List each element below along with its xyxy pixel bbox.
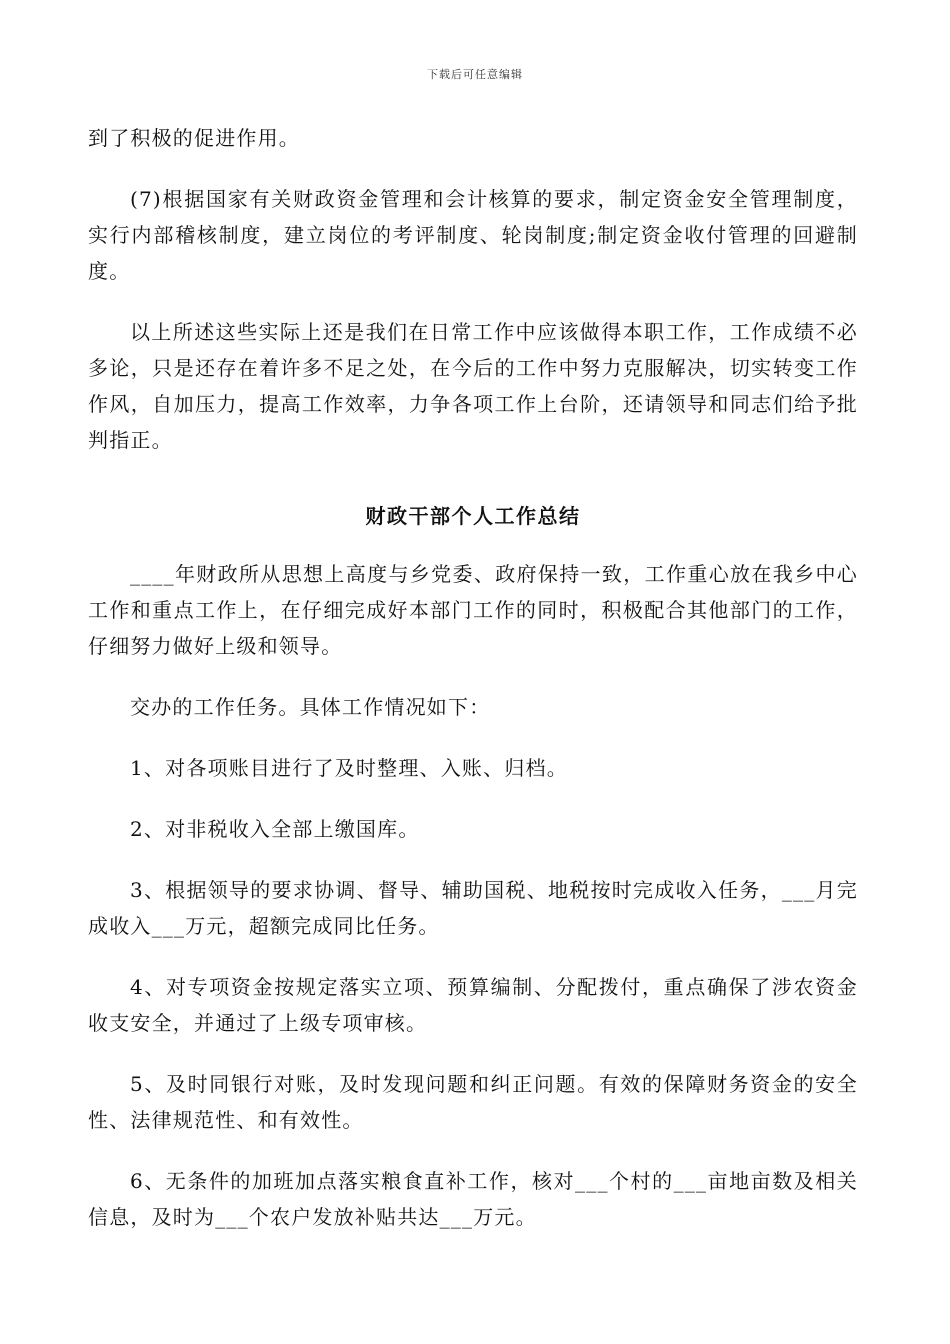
list-item-2: 2、对非税收入全部上缴国库。 xyxy=(130,817,420,841)
list-item-6: 6、无条件的加班加点落实粮食直补工作，核对___个村的___亩地亩数及相关信息，及时为___个农户发放补贴共达___万元。 xyxy=(88,1169,858,1229)
list-item-1: 1、对各项账目进行了及时整理、入账、归档。 xyxy=(130,756,568,780)
list-item-5: 5、及时同银行对账，及时发现问题和纠正问题。有效的保障财务资金的安全性、法律规范性、和有效性。 xyxy=(88,1072,858,1132)
document-body xyxy=(88,120,858,1235)
paragraph-item-7: (7)根据国家有关财政资金管理和会计核算的要求，制定资金安全管理制度，实行内部稽核制度，建立岗位的考评制度、轮岗制度;制定资金收付管理的回避制度。 xyxy=(88,187,858,283)
paragraph-conclusion: 以上所述这些实际上还是我们在日常工作中应该做得本职工作，工作成绩不必多论，只是还存在着许多不足之处，在今后的工作中努力克服解决，切实转变工作作风，自加压力，提高工作效率，力争各项工作上台阶，还请领导和同志们给予批判指正。 xyxy=(88,320,858,452)
paragraph-tasks-lead: 交办的工作任务。具体工作情况如下： xyxy=(130,695,491,719)
header-note: 下载后可任意编辑 xyxy=(427,68,523,81)
list-item-4: 4、对专项资金按规定落实立项、预算编制、分配拨付，重点确保了涉农资金收支安全，并通过了上级专项审核。 xyxy=(88,975,858,1035)
paragraph-continuation: 到了积极的促进作用。 xyxy=(88,126,300,150)
paragraph-intro: ____年财政所从思想上高度与乡党委、政府保持一致，工作重心放在我乡中心工作和重点工作上，在仔细完成好本部门工作的同时，积极配合其他部门的工作，仔细努力做好上级和领导。 xyxy=(88,562,858,658)
section-title: 财政干部个人工作总结 xyxy=(365,504,581,528)
list-item-3: 3、根据领导的要求协调、督导、辅助国税、地税按时完成收入任务，___月完成收入___万元，超额完成同比任务。 xyxy=(88,878,858,938)
